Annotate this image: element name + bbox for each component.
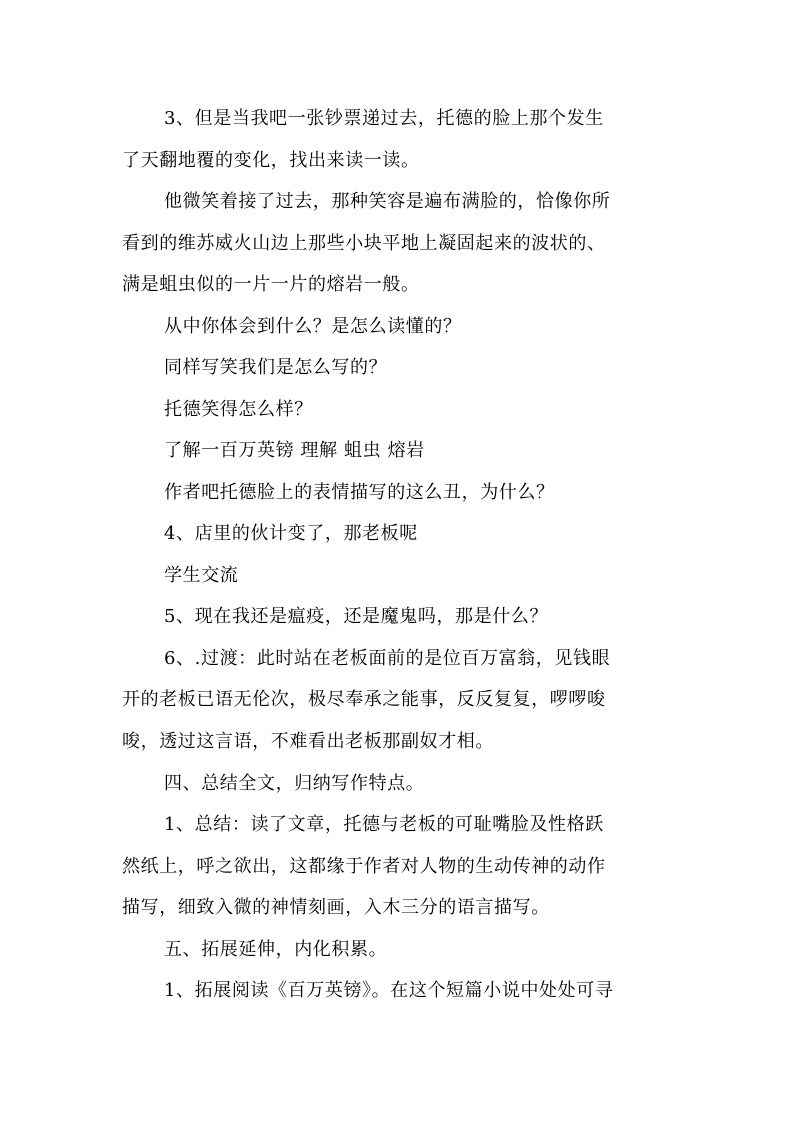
paragraph-line: 托德笑得怎么样？ (164, 399, 313, 420)
paragraph-line: 4、店里的伙计变了，那老板呢 (164, 523, 418, 544)
paragraph-line: 然纸上，呼之欲出，这都缘于作者对人物的生动传神的动作 (122, 856, 606, 877)
paragraph-line: 看到的维苏威火山边上那些小块平地上凝固起来的波状的、 (122, 233, 606, 254)
paragraph-line: 1、拓展阅读《百万英镑》。在这个短篇小说中处处可寻 (164, 980, 614, 1001)
paragraph-line: 唆，透过这言语，不难看出老板那副奴才相。 (122, 731, 494, 752)
paragraph-line: 描写，细致入微的神情刻画，入木三分的语言描写。 (122, 897, 550, 918)
paragraph-line: 6、.过渡：此时站在老板面前的是位百万富翁，见钱眼 (164, 648, 611, 669)
paragraph-line: 从中你体会到什么？是怎么读懂的？ (164, 316, 462, 337)
paragraph-line: 他微笑着接了过去，那种笑容是遍布满脸的，恰像你所 (164, 191, 611, 212)
paragraph-line: 1、总结：读了文章，托德与老板的可耻嘴脸及性格跃 (164, 814, 604, 835)
paragraph-line: 3、但是当我吧一张钞票递过去，托德的脸上那个发生 (164, 108, 604, 129)
section-heading: 四、总结全文，归纳写作特点。 (164, 773, 425, 794)
section-heading: 五、拓展延伸，内化积累。 (164, 939, 388, 960)
paragraph-line: 了解一百万英镑 理解 蛆虫 熔岩 (164, 440, 425, 461)
paragraph-line: 满是蛆虫似的一片一片的熔岩一般。 (122, 274, 420, 295)
paragraph-line: 同样写笑我们是怎么写的？ (164, 357, 388, 378)
paragraph-line: 开的老板已语无伦次，极尽奉承之能事，反反复复，啰啰唆 (122, 689, 606, 710)
paragraph-line: 作者吧托德脸上的表情描写的这么丑，为什么？ (164, 482, 555, 503)
paragraph-line: 5、现在我还是瘟疫，还是魔鬼吗，那是什么？ (164, 606, 549, 627)
paragraph-line: 了天翻地覆的变化，找出来读一读。 (122, 150, 420, 171)
paragraph-line: 学生交流 (164, 565, 239, 586)
